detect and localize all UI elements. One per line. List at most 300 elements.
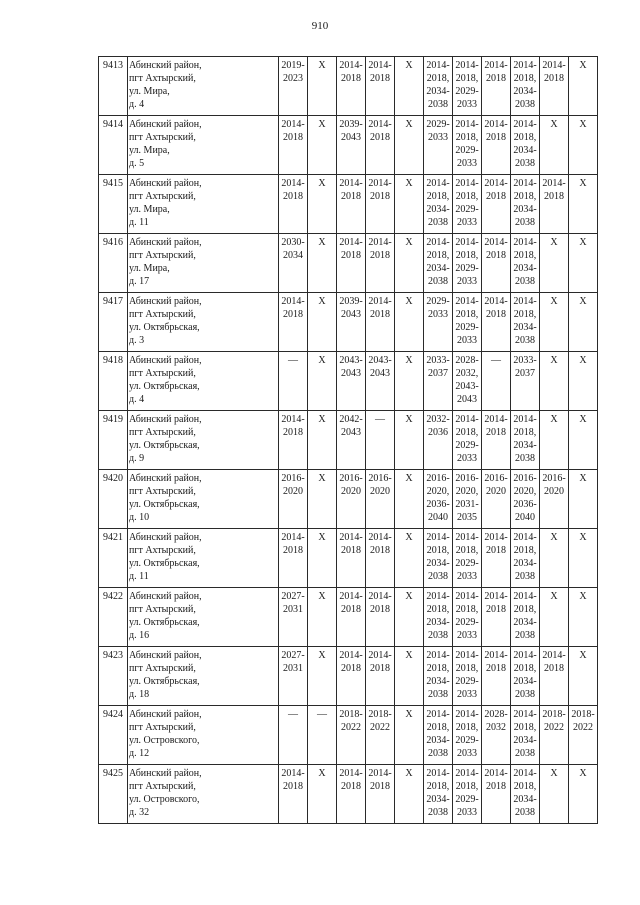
address-line: д. 17 bbox=[129, 276, 150, 287]
period-cell bbox=[511, 470, 540, 529]
period-line: 2018 bbox=[283, 132, 303, 143]
period-cell bbox=[366, 175, 395, 234]
period-line: 2020, bbox=[455, 486, 479, 497]
period-line: Х bbox=[550, 237, 558, 248]
period-cell bbox=[511, 588, 540, 647]
period-line: 2043 bbox=[341, 309, 361, 320]
period-line: 2014- bbox=[426, 709, 450, 720]
period-line: Х bbox=[579, 473, 587, 484]
period-line: 2018, bbox=[426, 250, 450, 261]
period-cell bbox=[395, 352, 424, 411]
period-line: Х bbox=[405, 768, 413, 779]
period-line: 2038 bbox=[515, 807, 535, 818]
period-cell bbox=[482, 529, 511, 588]
period-cell bbox=[308, 352, 337, 411]
period-line: 2029- bbox=[455, 204, 479, 215]
period-line: 2018 bbox=[486, 427, 506, 438]
period-line: 2018 bbox=[370, 309, 390, 320]
address-line: д. 18 bbox=[129, 689, 150, 700]
period-cell bbox=[540, 588, 569, 647]
period-cell bbox=[453, 470, 482, 529]
address-line: д. 9 bbox=[129, 453, 145, 464]
period-line: 2014- bbox=[513, 532, 537, 543]
period-line: Х bbox=[318, 119, 326, 130]
period-cell bbox=[366, 411, 395, 470]
period-line: 2014- bbox=[484, 768, 508, 779]
address-line: д. 3 bbox=[129, 335, 145, 346]
period-line: 2018, bbox=[426, 545, 450, 556]
period-cell bbox=[453, 588, 482, 647]
table-row bbox=[99, 470, 598, 529]
period-line: 2032- bbox=[426, 414, 450, 425]
period-cell bbox=[366, 234, 395, 293]
table-body bbox=[99, 57, 598, 824]
period-cell bbox=[540, 529, 569, 588]
period-line: 2014- bbox=[484, 414, 508, 425]
period-line: 2014- bbox=[455, 591, 479, 602]
address-line: ул. Мира, bbox=[129, 145, 170, 156]
address-line: Абинский район, bbox=[129, 473, 202, 484]
period-line: 2014- bbox=[455, 237, 479, 248]
period-cell bbox=[511, 116, 540, 175]
period-line: 2014- bbox=[455, 768, 479, 779]
period-line: 2038 bbox=[515, 571, 535, 582]
period-cell bbox=[453, 293, 482, 352]
period-line: 2034- bbox=[513, 86, 537, 97]
period-line: — bbox=[375, 414, 385, 425]
address-line: пгт Ахтырский, bbox=[129, 486, 196, 497]
period-cell bbox=[366, 647, 395, 706]
address-line: пгт Ахтырский, bbox=[129, 368, 196, 379]
period-line: 2014- bbox=[542, 60, 566, 71]
period-cell bbox=[424, 706, 453, 765]
period-line: 2029- bbox=[455, 676, 479, 687]
period-line: Х bbox=[405, 473, 413, 484]
period-line: 2014- bbox=[368, 650, 392, 661]
period-line: 2014- bbox=[426, 60, 450, 71]
period-line: 2031 bbox=[283, 604, 303, 615]
period-cell bbox=[511, 234, 540, 293]
period-line: 2038 bbox=[515, 689, 535, 700]
address-line: Абинский район, bbox=[129, 532, 202, 543]
period-line: Х bbox=[579, 650, 587, 661]
period-cell bbox=[395, 647, 424, 706]
period-line: 2018, bbox=[513, 545, 537, 556]
period-cell bbox=[366, 529, 395, 588]
period-cell bbox=[511, 293, 540, 352]
period-line: Х bbox=[579, 60, 587, 71]
period-cell bbox=[308, 57, 337, 116]
period-line: 2018, bbox=[455, 191, 479, 202]
period-line: — bbox=[491, 355, 501, 366]
period-line: Х bbox=[318, 768, 326, 779]
row-number-cell: 9413 bbox=[99, 57, 128, 116]
period-line: 2022 bbox=[341, 722, 361, 733]
period-line: 2033 bbox=[457, 689, 477, 700]
period-cell bbox=[424, 588, 453, 647]
period-line: 2018 bbox=[341, 191, 361, 202]
period-cell bbox=[279, 352, 308, 411]
period-line: 2014- bbox=[484, 178, 508, 189]
period-line: 2033 bbox=[428, 132, 448, 143]
period-line: 2034- bbox=[426, 558, 450, 569]
period-line: 2029- bbox=[455, 735, 479, 746]
period-cell bbox=[453, 175, 482, 234]
period-cell bbox=[366, 352, 395, 411]
period-line: 2014- bbox=[484, 591, 508, 602]
period-line: 2038 bbox=[515, 99, 535, 110]
period-line: 2014- bbox=[426, 178, 450, 189]
period-cell bbox=[279, 588, 308, 647]
address-line: Абинский район, bbox=[129, 650, 202, 661]
period-cell bbox=[279, 57, 308, 116]
period-line: 2014- bbox=[281, 532, 305, 543]
period-cell bbox=[511, 529, 540, 588]
period-line: 2014- bbox=[281, 119, 305, 130]
period-line: 2022 bbox=[370, 722, 390, 733]
period-line: Х bbox=[579, 414, 587, 425]
period-cell bbox=[308, 116, 337, 175]
period-line: 2034- bbox=[513, 617, 537, 628]
period-line: 2038 bbox=[428, 217, 448, 228]
period-line: 2033 bbox=[457, 158, 477, 169]
address-cell bbox=[128, 588, 279, 647]
period-cell bbox=[279, 470, 308, 529]
address-line: ул. Октябрьская, bbox=[129, 381, 200, 392]
period-line: 2038 bbox=[428, 276, 448, 287]
period-line: 2034- bbox=[513, 204, 537, 215]
period-cell bbox=[540, 765, 569, 824]
period-cell bbox=[511, 647, 540, 706]
period-line: Х bbox=[318, 414, 326, 425]
period-line: 2038 bbox=[515, 335, 535, 346]
period-cell bbox=[337, 706, 366, 765]
period-cell bbox=[395, 470, 424, 529]
address-line: Абинский район, bbox=[129, 591, 202, 602]
period-cell bbox=[337, 116, 366, 175]
period-line: 2014- bbox=[339, 178, 363, 189]
period-line: Х bbox=[579, 768, 587, 779]
period-line: 2018, bbox=[455, 73, 479, 84]
period-line: Х bbox=[550, 414, 558, 425]
period-cell bbox=[569, 293, 598, 352]
period-cell bbox=[308, 529, 337, 588]
period-line: 2028- bbox=[484, 709, 508, 720]
period-line: 2014- bbox=[339, 591, 363, 602]
period-line: 2018 bbox=[370, 73, 390, 84]
period-line: 2014- bbox=[455, 296, 479, 307]
period-line: 2018 bbox=[341, 604, 361, 615]
period-line: 2043 bbox=[341, 427, 361, 438]
period-line: 2038 bbox=[515, 748, 535, 759]
period-cell bbox=[424, 57, 453, 116]
period-line: 2018 bbox=[283, 781, 303, 792]
address-line: д. 4 bbox=[129, 394, 145, 405]
period-line: 2032, bbox=[455, 368, 479, 379]
period-line: 2014- bbox=[513, 178, 537, 189]
period-line: 2034- bbox=[426, 676, 450, 687]
period-cell bbox=[424, 647, 453, 706]
table-row bbox=[99, 116, 598, 175]
period-line: 2036- bbox=[513, 499, 537, 510]
table-row bbox=[99, 57, 598, 116]
period-line: 2014- bbox=[426, 591, 450, 602]
period-line: 2014- bbox=[484, 296, 508, 307]
address-line: пгт Ахтырский, bbox=[129, 250, 196, 261]
period-cell bbox=[337, 647, 366, 706]
period-cell bbox=[279, 765, 308, 824]
period-line: 2034- bbox=[513, 558, 537, 569]
period-cell bbox=[569, 470, 598, 529]
period-line: 2018, bbox=[513, 722, 537, 733]
period-cell bbox=[366, 470, 395, 529]
period-cell bbox=[540, 706, 569, 765]
period-line: 2018 bbox=[486, 191, 506, 202]
period-cell bbox=[279, 234, 308, 293]
period-cell bbox=[569, 411, 598, 470]
address-line: ул. Мира, bbox=[129, 86, 170, 97]
period-cell bbox=[424, 234, 453, 293]
address-cell bbox=[128, 765, 279, 824]
period-line: 2034- bbox=[513, 263, 537, 274]
period-line: 2043- bbox=[339, 355, 363, 366]
period-cell bbox=[395, 765, 424, 824]
period-line: 2018, bbox=[426, 604, 450, 615]
period-cell bbox=[424, 175, 453, 234]
period-line: 2034 bbox=[283, 250, 303, 261]
period-line: Х bbox=[318, 355, 326, 366]
period-line: 2018 bbox=[370, 250, 390, 261]
period-line: 2018, bbox=[455, 663, 479, 674]
period-line: 2029- bbox=[426, 296, 450, 307]
period-cell bbox=[482, 57, 511, 116]
period-line: 2018, bbox=[426, 722, 450, 733]
period-line: 2018 bbox=[370, 604, 390, 615]
period-line: 2034- bbox=[513, 735, 537, 746]
period-cell bbox=[308, 470, 337, 529]
period-line: 2014- bbox=[455, 119, 479, 130]
period-line: Х bbox=[318, 296, 326, 307]
period-line: 2018, bbox=[426, 73, 450, 84]
period-cell bbox=[279, 411, 308, 470]
period-line: 2014- bbox=[455, 178, 479, 189]
period-line: 2018 bbox=[341, 250, 361, 261]
period-cell bbox=[337, 175, 366, 234]
period-line: 2038 bbox=[428, 99, 448, 110]
period-line: Х bbox=[405, 237, 413, 248]
period-line: 2018 bbox=[283, 427, 303, 438]
table-row bbox=[99, 588, 598, 647]
period-line: 2014- bbox=[368, 768, 392, 779]
period-cell bbox=[308, 293, 337, 352]
period-cell bbox=[337, 411, 366, 470]
period-cell bbox=[395, 175, 424, 234]
address-line: пгт Ахтырский, bbox=[129, 132, 196, 143]
period-cell bbox=[424, 529, 453, 588]
period-line: 2028- bbox=[455, 355, 479, 366]
period-line: 2018, bbox=[513, 132, 537, 143]
period-line: 2018- bbox=[542, 709, 566, 720]
period-line: 2029- bbox=[455, 617, 479, 628]
period-line: 2014- bbox=[484, 532, 508, 543]
address-line: ул. Октябрьская, bbox=[129, 617, 200, 628]
period-line: 2014- bbox=[426, 650, 450, 661]
address-cell bbox=[128, 116, 279, 175]
period-cell bbox=[453, 234, 482, 293]
address-line: ул. Островского, bbox=[129, 794, 200, 805]
period-line: 2039- bbox=[339, 296, 363, 307]
period-cell bbox=[424, 765, 453, 824]
period-cell bbox=[279, 529, 308, 588]
period-line: Х bbox=[550, 119, 558, 130]
period-cell bbox=[424, 116, 453, 175]
period-cell bbox=[337, 470, 366, 529]
period-line: 2018 bbox=[486, 73, 506, 84]
period-line: Х bbox=[405, 60, 413, 71]
period-line: 2018 bbox=[544, 191, 564, 202]
address-line: ул. Октябрьская, bbox=[129, 440, 200, 451]
period-line: 2038 bbox=[428, 748, 448, 759]
table-row bbox=[99, 293, 598, 352]
period-line: 2037 bbox=[428, 368, 448, 379]
address-line: ул. Мира, bbox=[129, 263, 170, 274]
period-line: 2014- bbox=[484, 119, 508, 130]
period-line: 2014- bbox=[281, 296, 305, 307]
period-cell bbox=[453, 352, 482, 411]
period-line: 2031 bbox=[283, 663, 303, 674]
row-number-cell: 9415 bbox=[99, 175, 128, 234]
period-line: 2038 bbox=[515, 276, 535, 287]
period-cell bbox=[337, 352, 366, 411]
period-line: 2018 bbox=[341, 781, 361, 792]
period-line: 2014- bbox=[426, 768, 450, 779]
address-line: ул. Октябрьская, bbox=[129, 322, 200, 333]
period-line: Х bbox=[550, 591, 558, 602]
address-line: Абинский район, bbox=[129, 768, 202, 779]
period-line: 2016- bbox=[368, 473, 392, 484]
period-cell bbox=[482, 765, 511, 824]
period-cell bbox=[395, 234, 424, 293]
table-row bbox=[99, 175, 598, 234]
period-line: 2018, bbox=[426, 663, 450, 674]
period-line: 2018 bbox=[283, 545, 303, 556]
row-number-cell: 9424 bbox=[99, 706, 128, 765]
period-line: 2014- bbox=[281, 768, 305, 779]
period-line: 2034- bbox=[513, 322, 537, 333]
address-cell bbox=[128, 706, 279, 765]
period-line: 2039- bbox=[339, 119, 363, 130]
period-line: 2014- bbox=[484, 60, 508, 71]
period-line: 2038 bbox=[515, 158, 535, 169]
address-line: Абинский район, bbox=[129, 60, 202, 71]
period-line: 2014- bbox=[455, 650, 479, 661]
period-line: 2033 bbox=[457, 748, 477, 759]
page-number: 910 bbox=[311, 20, 329, 32]
period-cell bbox=[308, 588, 337, 647]
address-cell bbox=[128, 470, 279, 529]
row-number-cell: 9421 bbox=[99, 529, 128, 588]
row-number-cell: 9422 bbox=[99, 588, 128, 647]
period-line: 2014- bbox=[513, 650, 537, 661]
period-cell bbox=[308, 411, 337, 470]
period-line: 2029- bbox=[455, 86, 479, 97]
period-cell bbox=[279, 293, 308, 352]
row-number-cell: 9419 bbox=[99, 411, 128, 470]
period-line: 2014- bbox=[368, 60, 392, 71]
period-cell bbox=[540, 175, 569, 234]
period-line: 2018, bbox=[513, 73, 537, 84]
period-line: 2014- bbox=[368, 532, 392, 543]
period-line: Х bbox=[550, 768, 558, 779]
period-cell bbox=[569, 765, 598, 824]
period-line: 2033 bbox=[457, 99, 477, 110]
address-cell bbox=[128, 411, 279, 470]
address-line: Абинский район, bbox=[129, 355, 202, 366]
period-cell bbox=[424, 470, 453, 529]
period-cell bbox=[424, 293, 453, 352]
period-line: 2022 bbox=[544, 722, 564, 733]
period-line: 2018- bbox=[571, 709, 595, 720]
period-line: 2038 bbox=[428, 807, 448, 818]
period-line: Х bbox=[579, 591, 587, 602]
period-line: 2014- bbox=[542, 178, 566, 189]
period-line: 2029- bbox=[455, 263, 479, 274]
period-cell bbox=[366, 765, 395, 824]
period-cell bbox=[308, 647, 337, 706]
period-line: 2033 bbox=[457, 630, 477, 641]
period-line: Х bbox=[579, 296, 587, 307]
period-line: 2014- bbox=[513, 709, 537, 720]
period-cell bbox=[453, 706, 482, 765]
period-line: 2018 bbox=[544, 663, 564, 674]
period-line: 2018, bbox=[513, 191, 537, 202]
period-line: 2014- bbox=[426, 237, 450, 248]
period-cell bbox=[308, 234, 337, 293]
period-cell bbox=[569, 588, 598, 647]
period-line: 2034- bbox=[513, 145, 537, 156]
period-line: 2038 bbox=[515, 217, 535, 228]
row-number-cell: 9420 bbox=[99, 470, 128, 529]
period-line: 2043 bbox=[341, 368, 361, 379]
period-line: 2031- bbox=[455, 499, 479, 510]
address-cell bbox=[128, 352, 279, 411]
period-cell bbox=[511, 57, 540, 116]
period-line: 2018 bbox=[370, 191, 390, 202]
address-cell bbox=[128, 57, 279, 116]
period-line: — bbox=[317, 709, 327, 720]
period-line: 2033 bbox=[457, 807, 477, 818]
period-line: 2014- bbox=[339, 650, 363, 661]
period-line: — bbox=[288, 709, 298, 720]
period-line: 2034- bbox=[513, 440, 537, 451]
period-line: 2018, bbox=[513, 663, 537, 674]
period-line: 2042- bbox=[339, 414, 363, 425]
address-line: ул. Октябрьская, bbox=[129, 558, 200, 569]
period-line: Х bbox=[318, 237, 326, 248]
address-line: Абинский район, bbox=[129, 414, 202, 425]
address-line: пгт Ахтырский, bbox=[129, 191, 196, 202]
period-line: 2014- bbox=[368, 591, 392, 602]
period-cell bbox=[366, 588, 395, 647]
period-cell bbox=[482, 116, 511, 175]
period-line: 2018, bbox=[455, 604, 479, 615]
period-cell bbox=[482, 352, 511, 411]
period-line: Х bbox=[318, 650, 326, 661]
period-line: 2014- bbox=[368, 296, 392, 307]
period-cell bbox=[366, 293, 395, 352]
row-number-cell: 9423 bbox=[99, 647, 128, 706]
row-number-cell: 9416 bbox=[99, 234, 128, 293]
